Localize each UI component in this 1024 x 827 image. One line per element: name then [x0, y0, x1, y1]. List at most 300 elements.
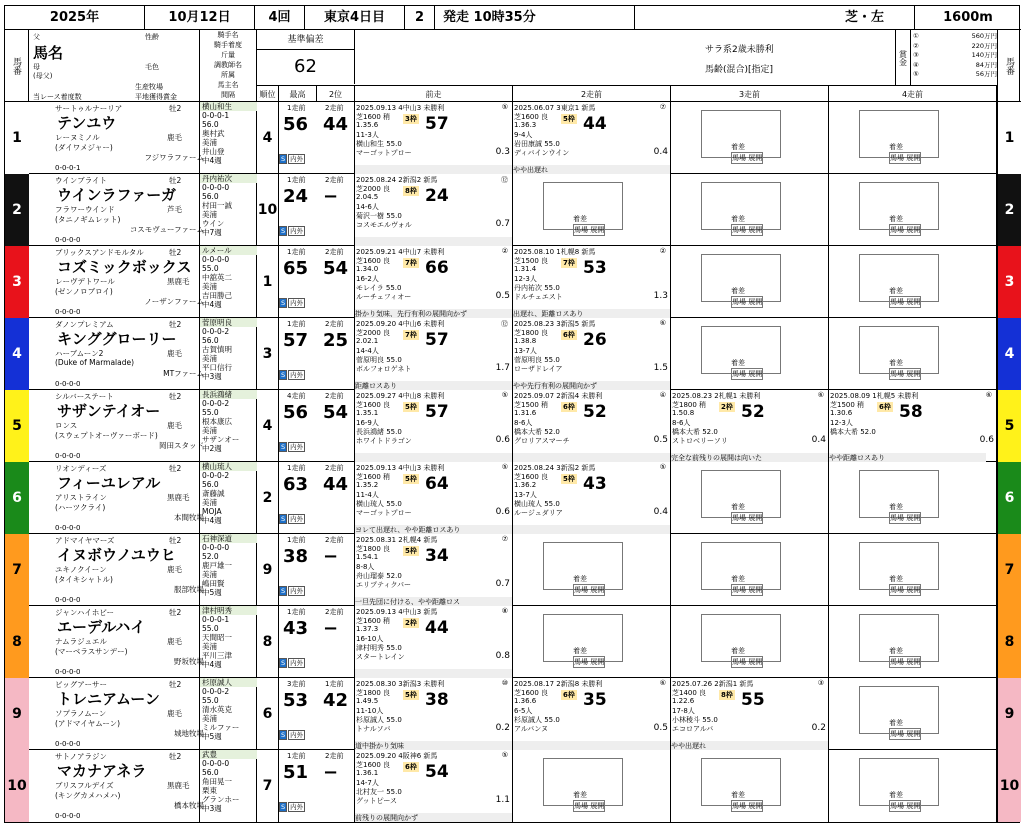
- damsire: (タイキシャトル): [55, 575, 113, 584]
- best-figure: 65: [283, 258, 309, 279]
- race-meta: 2025.08.23 3新潟5 新馬: [514, 320, 596, 328]
- race-comment: 道中掛かり気味: [355, 741, 512, 750]
- race-margin: 0.7: [495, 579, 510, 589]
- jockey-info: 56.0: [202, 480, 219, 489]
- empty-label: 着差: [889, 287, 903, 295]
- jockey-info: 美浦: [202, 354, 217, 363]
- race-time: 1.36.6: [514, 697, 537, 705]
- dam: ナムラジュエル: [55, 637, 107, 646]
- baba-label: 馬場: [890, 298, 904, 306]
- second-figure: 25: [323, 330, 349, 351]
- race-jockey: 菅原明良 55.0: [514, 356, 560, 364]
- sire: ジャンハイホビー: [55, 608, 115, 617]
- race-finish: ⑥: [659, 319, 666, 327]
- kai: 4回: [255, 6, 305, 29]
- race-figure: 57: [425, 114, 449, 134]
- tenkai-label: 展開: [906, 586, 921, 594]
- race-gate: 5枠: [563, 115, 575, 123]
- best-race-label: 1走前: [287, 464, 306, 472]
- horse-info: [29, 390, 257, 462]
- jockey-info: 中3週: [202, 372, 222, 381]
- badge-fast: S: [281, 371, 286, 379]
- figure-summary: [279, 606, 355, 678]
- race-time: 1.36.3: [514, 121, 537, 129]
- horse-number: 10: [5, 750, 29, 822]
- race-result: [355, 678, 513, 750]
- race-finish: ②: [659, 247, 666, 255]
- empty-label: 着差: [573, 575, 587, 583]
- empty-label: 着差: [889, 215, 903, 223]
- race-result: [355, 606, 513, 678]
- empty-label: [573, 584, 605, 596]
- breeder: 本間牧場: [174, 513, 204, 522]
- baba-label: 馬場: [890, 802, 904, 810]
- jockey-info: 中4週: [202, 156, 222, 165]
- race-course: 芝1800 稍: [672, 401, 707, 409]
- tenkai-label: 展開: [748, 298, 763, 306]
- horse-number: 9: [5, 678, 29, 750]
- second-label: 2位: [317, 85, 355, 102]
- empty-label: 着差: [731, 791, 745, 799]
- prize-item: ② 220万円: [913, 41, 997, 50]
- race-winner: トナルソバ: [356, 725, 391, 733]
- jockey-column: [199, 534, 257, 606]
- badge-inner: 内外: [290, 371, 304, 379]
- jockey-info: 津村明秀: [200, 606, 257, 615]
- breeder: フジワラファーム: [144, 153, 204, 162]
- jockey-info: 美浦: [202, 426, 217, 435]
- race-course: 芝1600 稍: [356, 473, 391, 481]
- num-label-right: 馬番: [997, 30, 1021, 102]
- race-course: 芝1600 良: [514, 113, 549, 121]
- breeder: 服部牧場: [174, 585, 204, 594]
- empty-label: [889, 800, 921, 812]
- race-comment: 掛かり気味、先行有利の展開向かず: [355, 309, 512, 318]
- race-figure: 34: [425, 546, 449, 566]
- race-meta: 2025.06.07 3東京1 新馬: [514, 104, 596, 112]
- race-figure: 44: [583, 114, 607, 134]
- damsire: (スウェプトオーヴァーボード): [55, 431, 158, 440]
- breeder-label: 生産牧場: [135, 83, 163, 91]
- breeder: 橋本牧場: [174, 801, 204, 810]
- race-course: 芝2000 良: [356, 329, 391, 337]
- horse-name[interactable]: イヌボウノユウヒ: [57, 546, 176, 564]
- tenkai-label: 展開: [906, 802, 921, 810]
- prize-item: ④ 84万円: [913, 60, 997, 69]
- prize-item: ③ 140万円: [913, 51, 997, 59]
- badges: [279, 802, 355, 822]
- race-result: [513, 390, 671, 462]
- empty-label: [889, 656, 921, 668]
- empty-label: 着差: [889, 359, 903, 367]
- race-gate: 3枠: [405, 115, 417, 123]
- second-race-label: 2走前: [325, 392, 344, 400]
- race-comment: [513, 741, 670, 750]
- race-finish: ⑤: [501, 463, 508, 471]
- jockey-info: 56.0: [202, 192, 219, 201]
- empty-label: 着差: [573, 791, 587, 799]
- jockey-info: ミルファー: [202, 723, 240, 732]
- jockey-info: 中5週: [202, 732, 222, 741]
- race-empty: [829, 534, 997, 606]
- race-comment: 完全な前残りの展開は向いた: [671, 453, 828, 462]
- horse-number-right: 4: [997, 318, 1021, 390]
- course-record: 0-0-0-0: [55, 236, 81, 244]
- race-margin: 0.2: [811, 723, 826, 733]
- race-jockey: 横山和生 55.0: [356, 140, 402, 148]
- second-figure: −: [323, 618, 339, 639]
- horse-name[interactable]: トレニアムーン: [57, 690, 160, 708]
- race-comment: 距離ロスあり: [355, 381, 512, 390]
- baba-label: 馬場: [732, 370, 746, 378]
- race-comment: [355, 237, 512, 246]
- badge-inner: 内外: [290, 731, 304, 739]
- jockey-info: 井山登: [202, 147, 225, 156]
- race-course: 芝1500 稍: [830, 401, 865, 409]
- race-jockey: 津村明秀 55.0: [356, 644, 402, 652]
- race-result: [355, 318, 513, 390]
- empty-label: 着差: [889, 575, 903, 583]
- best-race-label: 1走前: [287, 176, 306, 184]
- race-empty: [829, 174, 997, 246]
- race-header: [5, 6, 1021, 30]
- race-meta: 2025.09.13 4中山3 新馬: [356, 608, 438, 616]
- jockey-column: [199, 462, 257, 534]
- race-comment: やや出遅れ: [513, 165, 670, 174]
- race-gate: 8枠: [721, 691, 733, 699]
- race-comment: [513, 525, 670, 534]
- race-jockey: 岩田康誠 55.0: [514, 140, 560, 148]
- race-margin: 0.6: [495, 435, 510, 445]
- tenkai-label: 展開: [590, 226, 605, 234]
- prize-list: [913, 32, 997, 80]
- race-jockey: 横山琉人 55.0: [514, 500, 560, 508]
- jockey-info: 横山琉人: [200, 462, 257, 471]
- race-empty: [671, 246, 829, 318]
- best-figure: 63: [283, 474, 309, 495]
- jockey-info: 清水英克: [202, 705, 232, 714]
- baba-label: 馬場: [890, 514, 904, 522]
- jockey-column: [199, 678, 257, 750]
- race-meta: 2025.08.31 2札幌4 新馬: [356, 536, 438, 544]
- col-prev1: 前走: [355, 85, 513, 102]
- horse-number: 7: [5, 534, 29, 606]
- badge-fast: S: [281, 515, 286, 523]
- second-figure: 54: [323, 258, 349, 279]
- figure-summary: [279, 318, 355, 390]
- horse-name[interactable]: テンユウ: [57, 114, 117, 132]
- race-gate: 6枠: [879, 403, 891, 411]
- race-gate: 8枠: [405, 187, 417, 195]
- horse-name[interactable]: ウインラファーガ: [57, 186, 176, 204]
- coat: 黒鹿毛: [167, 277, 190, 286]
- badge-inner: 内外: [290, 803, 304, 811]
- tenkai-label: 展開: [906, 514, 921, 522]
- rank: 8: [257, 606, 279, 678]
- jockey-info: 55.0: [202, 264, 219, 273]
- tenkai-label: 展開: [906, 730, 921, 738]
- race-time: 1.35.2: [356, 481, 379, 489]
- race-time: 1.35.1: [356, 409, 379, 417]
- race-empty: [671, 606, 829, 678]
- race-field: 11-10人: [356, 707, 384, 715]
- jockey-info: 杉原誠人: [200, 678, 257, 687]
- race-margin: 1.7: [495, 363, 510, 373]
- badge-inner: 内外: [290, 443, 304, 451]
- jockey-info: 美浦: [202, 210, 217, 219]
- jockey-info: MOJA: [202, 507, 222, 516]
- sex-age: 牡2: [169, 464, 182, 473]
- jockey-info: 鹿戸雄一: [202, 561, 232, 570]
- race-course: 芝1600 良: [356, 257, 391, 265]
- race-jockey: 長浜鴻緒 55.0: [356, 428, 402, 436]
- empty-label: 着差: [731, 359, 745, 367]
- sex-age: 牡2: [169, 320, 182, 329]
- sex-age: 牡2: [169, 752, 182, 761]
- race-meta: 2025.08.24 3新潟2 新馬: [514, 464, 596, 472]
- race-field: 11-4人: [356, 491, 379, 499]
- dam: アリストライン: [55, 493, 107, 502]
- race-course: 芝1600 良: [514, 473, 549, 481]
- horse-number-right: 5: [997, 390, 1021, 462]
- race-time: 1.31.6: [514, 409, 537, 417]
- empty-label: [731, 152, 763, 164]
- empty-label: [573, 656, 605, 668]
- jockey-info: 55.0: [202, 696, 219, 705]
- race-time: 1.22.6: [672, 697, 695, 705]
- horse-info: [29, 462, 257, 534]
- damsire: (キングカメハメハ): [55, 791, 121, 800]
- race-margin: 1.5: [653, 363, 668, 373]
- jockey-column: [199, 606, 257, 678]
- race-meta: 2025.09.27 4中山8 未勝利: [356, 392, 445, 400]
- race-meta: 2025.08.24 2新潟2 新馬: [356, 176, 438, 184]
- damsire: (ゼンノロブロイ): [55, 287, 113, 296]
- baba-label: 馬場: [890, 658, 904, 666]
- horse-number-right: 3: [997, 246, 1021, 318]
- jockey-info: 美浦: [202, 642, 217, 651]
- coat: 黒鹿毛: [167, 781, 190, 790]
- coat: 鹿毛: [167, 637, 182, 646]
- horse-row: [5, 390, 1021, 462]
- race-course: 芝1600 良: [514, 689, 549, 697]
- best-label: 最高: [279, 85, 317, 102]
- figure-summary: [279, 462, 355, 534]
- coat: 鹿毛: [167, 133, 182, 142]
- race-gate: 5枠: [563, 475, 575, 483]
- race-jockey: 橋本大希 52.0: [830, 428, 876, 436]
- race-gate: 7枠: [405, 331, 417, 339]
- second-race-label: 2走前: [325, 248, 344, 256]
- race-time: 1.36.1: [356, 769, 379, 777]
- jockey-column: [199, 246, 257, 318]
- race-margin: 0.2: [495, 723, 510, 733]
- jockey-info: 56.0: [202, 336, 219, 345]
- course-record: 0-0-0-1: [55, 164, 81, 172]
- jockey-info: 長浜鴻緒: [200, 390, 257, 399]
- empty-label: 着差: [889, 719, 903, 727]
- race-jockey: 舟山瑠泰 52.0: [356, 572, 402, 580]
- race-margin: 0.8: [495, 651, 510, 661]
- rank: 6: [257, 678, 279, 750]
- std-label: 基準偏差: [257, 30, 355, 50]
- race-time: 1.49.5: [356, 697, 379, 705]
- badge-fast: S: [281, 803, 286, 811]
- jockey-info: 56.0: [202, 768, 219, 777]
- num-label: 馬番: [5, 30, 29, 102]
- horse-number-right: 10: [997, 750, 1021, 822]
- race-time: 1.30.6: [830, 409, 853, 417]
- race-course: 芝2000 良: [356, 185, 391, 193]
- race-winner: マーゴットプロー: [356, 509, 412, 517]
- post-time: 発走 10時35分: [435, 6, 635, 29]
- horse-number-right: 1: [997, 102, 1021, 174]
- race-margin: 0.4: [653, 147, 668, 157]
- tenkai-label: 展開: [906, 154, 921, 162]
- race-gate: 7枠: [563, 259, 575, 267]
- badge-inner: 内外: [290, 587, 304, 595]
- sire: ビッグアーサー: [55, 680, 107, 689]
- race-time: 1.38.8: [514, 337, 537, 345]
- race-winner: グロリアスマーチ: [514, 437, 570, 445]
- race-course: 芝1500 稍: [514, 401, 549, 409]
- empty-label: 着差: [889, 647, 903, 655]
- race-figure: 64: [425, 474, 449, 494]
- race-field: 12-3人: [514, 275, 537, 283]
- father-label: 父: [33, 33, 40, 41]
- race-empty: [671, 318, 829, 390]
- horse-info: [29, 678, 257, 750]
- race-field: 13-7人: [514, 347, 537, 355]
- horse-name[interactable]: フィーユレアル: [57, 474, 161, 492]
- jockey-info: 平川三津: [202, 651, 232, 660]
- sire: ブリックスアンドモルタル: [55, 248, 144, 257]
- rank: 3: [257, 318, 279, 390]
- best-figure: 53: [283, 690, 309, 711]
- race-winner: ディバインウイン: [514, 149, 570, 157]
- baba-label: 馬場: [732, 514, 746, 522]
- race-time: 2.04.5: [356, 193, 379, 201]
- race-course: 芝1600 稍: [356, 617, 391, 625]
- race-result: [513, 246, 671, 318]
- jockey-column: [199, 318, 257, 390]
- race-empty: [513, 750, 671, 822]
- baba-label: 馬場: [574, 226, 588, 234]
- jockey-info: 0-0-0-0: [202, 759, 230, 768]
- horse-number-right: 2: [997, 174, 1021, 246]
- race-jockey: 橋本大希 52.0: [514, 428, 560, 436]
- horse-name[interactable]: エーデルハイ: [57, 618, 146, 636]
- race-empty: [513, 606, 671, 678]
- empty-label: 着差: [731, 647, 745, 655]
- jockey-info: 56.0: [202, 120, 219, 129]
- race-time: 1.54.1: [356, 553, 379, 561]
- horse-row: [5, 246, 1021, 318]
- tenkai-label: 展開: [906, 298, 921, 306]
- figure-summary: [279, 750, 355, 822]
- jockey-info: 52.0: [202, 552, 219, 561]
- distance: 1600m: [943, 10, 993, 25]
- race-margin: 0.6: [979, 435, 994, 445]
- jockey-info: 吉田勝己: [202, 291, 232, 300]
- sex-age: 牡2: [169, 176, 182, 185]
- col-prev2: 2走前: [513, 85, 671, 102]
- jockey-info: 55.0: [202, 408, 219, 417]
- horse-name[interactable]: マカナアネラ: [57, 762, 147, 780]
- dam: レーヌミノル: [55, 133, 100, 142]
- race-field: 14-7人: [356, 779, 379, 787]
- empty-label: [889, 224, 921, 236]
- empty-label: [889, 368, 921, 380]
- horse-name[interactable]: キンググローリー: [57, 330, 177, 348]
- empty-label: [731, 512, 763, 524]
- empty-label: 着差: [731, 575, 745, 583]
- empty-label: [889, 296, 921, 308]
- badges: [279, 298, 355, 318]
- coat: 黒鹿毛: [167, 493, 190, 502]
- race-figure: 54: [425, 762, 449, 782]
- jockey-info: 0-0-0-2: [202, 687, 230, 696]
- tenkai-label: 展開: [590, 658, 605, 666]
- race-finish: ⑫: [501, 320, 508, 328]
- sire: サトノアラジン: [55, 752, 107, 761]
- badge-fast: S: [281, 443, 286, 451]
- horse-row: [5, 606, 1021, 678]
- jockey-info: 美浦: [202, 570, 217, 579]
- coat: 鹿毛: [167, 349, 182, 358]
- race-empty: [829, 606, 997, 678]
- dam: ユキノクイーン: [55, 565, 107, 574]
- best-figure: 57: [283, 330, 309, 351]
- best-race-label: 1走前: [287, 752, 306, 760]
- race-course: 芝1800 良: [514, 329, 549, 337]
- horse-name[interactable]: サザンテイオー: [57, 402, 161, 420]
- race-condition: 馬齢(混合)[指定]: [705, 65, 774, 75]
- race-jockey: 菅原明良 55.0: [356, 356, 402, 364]
- horse-info: [29, 174, 257, 246]
- race-empty: [829, 246, 997, 318]
- race-field: 13-7人: [514, 491, 537, 499]
- figure-summary: [279, 534, 355, 606]
- rank: 1: [257, 246, 279, 318]
- best-figure: 24: [283, 186, 309, 207]
- jockey-info: 美浦: [202, 282, 217, 291]
- sex-age: 牡2: [169, 248, 182, 257]
- jockey-info: 美浦: [202, 714, 217, 723]
- race-winner: スタートレイン: [356, 653, 405, 661]
- best-figure: 43: [283, 618, 309, 639]
- race-comment: ヨレて出遅れ、やや距離ロスあり: [355, 525, 512, 534]
- course-record: 0-0-0-0: [55, 380, 81, 388]
- race-course: 芝1500 良: [514, 257, 549, 265]
- race-result: [355, 102, 513, 174]
- race-finish: ⑦: [501, 535, 508, 543]
- dam: ブリスフルデイズ: [55, 781, 114, 790]
- horse-name[interactable]: コズミックボックス: [57, 258, 192, 276]
- horse-info: [29, 606, 257, 678]
- badges: [279, 226, 355, 246]
- race-meta: 2025.08.23 2札幌1 未勝利: [672, 392, 761, 400]
- jockey-info: 美浦: [202, 498, 217, 507]
- race-finish: ⑤: [501, 391, 508, 399]
- race-gate: 5枠: [405, 547, 417, 555]
- race-gate: 6枠: [563, 403, 575, 411]
- horse-number: 2: [5, 174, 29, 246]
- coat: 芦毛: [167, 205, 182, 214]
- race-winner: ボルフォロゲネト: [356, 365, 412, 373]
- race-meta: 2025.08.09 1札幌5 未勝利: [830, 392, 919, 400]
- race-winner: エコロアルバ: [672, 725, 714, 733]
